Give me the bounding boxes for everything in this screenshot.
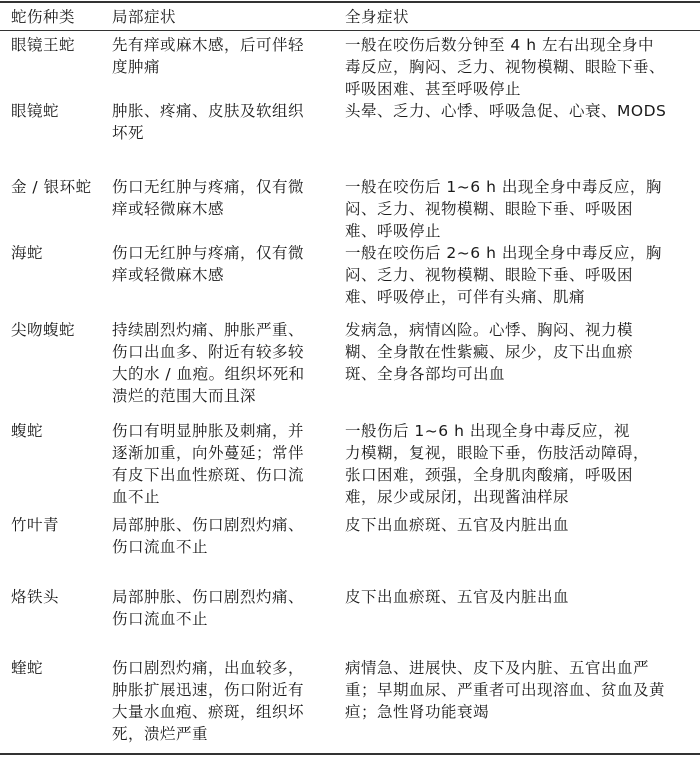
snake-type-cell: 眼镜王蛇 (11, 36, 76, 54)
cell-line: 重；早期血尿、严重者可出现溶血、贫血及黄 (345, 681, 666, 699)
snake-type-cell: 蝮蛇 (11, 422, 44, 440)
local-symptoms-cell (112, 586, 330, 630)
cell-line: 肿胀扩展迅速，伤口附近有 (112, 681, 305, 699)
local-symptoms-cell (112, 420, 330, 508)
cell-line: 坏死 (112, 124, 145, 142)
cell-line: 一般在咬伤后 1~6 h 出现全身中毒反应，胸 (345, 178, 662, 196)
cell-line: 力模糊，复视，眼睑下垂，伤肢活动障碍， (345, 444, 650, 462)
cell-line: 有皮下出血性瘀斑、伤口流 (112, 466, 305, 484)
cell-line: 痒或轻微麻木感 (112, 266, 225, 284)
top-rule (0, 1, 700, 3)
cell-line: 伤口剧烈灼痛，出血较多， (112, 659, 305, 677)
cell-line: 难，尿少或尿闭，出现酱油样尿 (345, 488, 570, 506)
cell-line: 血不止 (112, 488, 161, 506)
cell-line: 肿胀、疼痛、皮肤及软组织 (112, 102, 305, 120)
cell-line: 头晕、乏力、心悸、呼吸急促、心衰、MODS (345, 102, 667, 120)
local-symptoms-cell (112, 100, 330, 144)
cell-line: 伤口流血不止 (112, 538, 209, 556)
cell-line: 皮下出血瘀斑、五官及内脏出血 (345, 516, 570, 534)
snake-type-cell: 眼镜蛇 (11, 102, 60, 120)
local-symptoms-cell (112, 176, 330, 220)
systemic-symptoms-cell (345, 242, 693, 308)
cell-line: 伤口无红肿与疼痛，仅有微 (112, 178, 305, 196)
cell-line: 闷、乏力、视物模糊、眼睑下垂、呼吸困 (345, 266, 634, 284)
snake-type-cell: 尖吻蝮蛇 (11, 321, 76, 339)
systemic-symptoms-cell (345, 34, 693, 100)
cell-line: 张口困难，颈强，全身肌肉酸痛，呼吸困 (345, 466, 634, 484)
snake-type-cell: 海蛇 (11, 244, 44, 262)
cell-line: 闷、乏力、视物模糊、眼睑下垂、呼吸困 (345, 200, 634, 218)
cell-line: 毒反应，胸闷、乏力、视物模糊、眼睑下垂、 (345, 58, 666, 76)
cell-line: 病情急、进展快、皮下及内脏、五官出血严 (345, 659, 650, 677)
cell-line: 斑、全身各部均可出血 (345, 365, 506, 383)
systemic-symptoms-cell (345, 586, 693, 608)
cell-line: 伤口有明显肿胀及刺痛，并 (112, 422, 305, 440)
cell-line: 度肿痛 (112, 58, 161, 76)
header-local-symptoms: 局部症状 (112, 8, 177, 26)
cell-line: 溃烂的范围大而且深 (112, 387, 257, 405)
cell-line: 呼吸困难、甚至呼吸停止 (345, 80, 522, 98)
systemic-symptoms-cell (345, 176, 693, 242)
header-snake-type: 蛇伤种类 (11, 8, 76, 26)
cell-line: 难、呼吸停止，可伴有头痛、肌痛 (345, 288, 586, 306)
cell-line: 伤口无红肿与疼痛，仅有微 (112, 244, 305, 262)
local-symptoms-cell (112, 34, 330, 78)
header-systemic-symptoms: 全身症状 (345, 8, 410, 26)
systemic-symptoms-cell (345, 514, 693, 536)
systemic-symptoms-cell (345, 319, 693, 385)
header-rule (0, 30, 700, 31)
cell-line: 疸；急性肾功能衰竭 (345, 703, 490, 721)
cell-line: 糊、全身散在性紫癜、尿少，皮下出血瘀 (345, 343, 634, 361)
cell-line: 皮下出血瘀斑、五官及内脏出血 (345, 588, 570, 606)
cell-line: 伤口出血多、附近有较多较 (112, 343, 305, 361)
cell-line: 一般在咬伤后 2~6 h 出现全身中毒反应，胸 (345, 244, 662, 262)
cell-line: 难、呼吸停止 (345, 222, 442, 240)
snake-type-cell: 蝰蛇 (11, 659, 44, 677)
systemic-symptoms-cell (345, 657, 693, 723)
systemic-symptoms-cell (345, 420, 693, 508)
cell-line: 发病急，病情凶险。心悸、胸闷、视力模 (345, 321, 634, 339)
cell-line: 持续剧烈灼痛、肿胀严重、 (112, 321, 305, 339)
snake-type-cell: 金 / 银环蛇 (11, 178, 92, 196)
cell-line: 先有痒或麻木感，后可伴轻 (112, 36, 305, 54)
cell-line: 逐渐加重，向外蔓延；常伴 (112, 444, 305, 462)
bottom-rule (0, 753, 700, 755)
cell-line: 大量水血疱、瘀斑，组织坏 (112, 703, 305, 721)
snake-type-cell: 竹叶青 (11, 516, 60, 534)
systemic-symptoms-cell (345, 100, 693, 122)
cell-line: 局部肿胀、伤口剧烈灼痛、 (112, 588, 305, 606)
local-symptoms-cell (112, 657, 330, 745)
cell-line: 一般在咬伤后数分钟至 4 h 左右出现全身中 (345, 36, 654, 54)
cell-line: 大的水 / 血疱。组织坏死和 (112, 365, 305, 383)
cell-line: 死，溃烂严重 (112, 725, 209, 743)
local-symptoms-cell (112, 242, 330, 286)
cell-line: 伤口流血不止 (112, 610, 209, 628)
snake-type-cell: 烙铁头 (11, 588, 60, 606)
cell-line: 一般伤后 1~6 h 出现全身中毒反应，视 (345, 422, 630, 440)
local-symptoms-cell (112, 319, 330, 407)
cell-line: 痒或轻微麻木感 (112, 200, 225, 218)
cell-line: 局部肿胀、伤口剧烈灼痛、 (112, 516, 305, 534)
local-symptoms-cell (112, 514, 330, 558)
